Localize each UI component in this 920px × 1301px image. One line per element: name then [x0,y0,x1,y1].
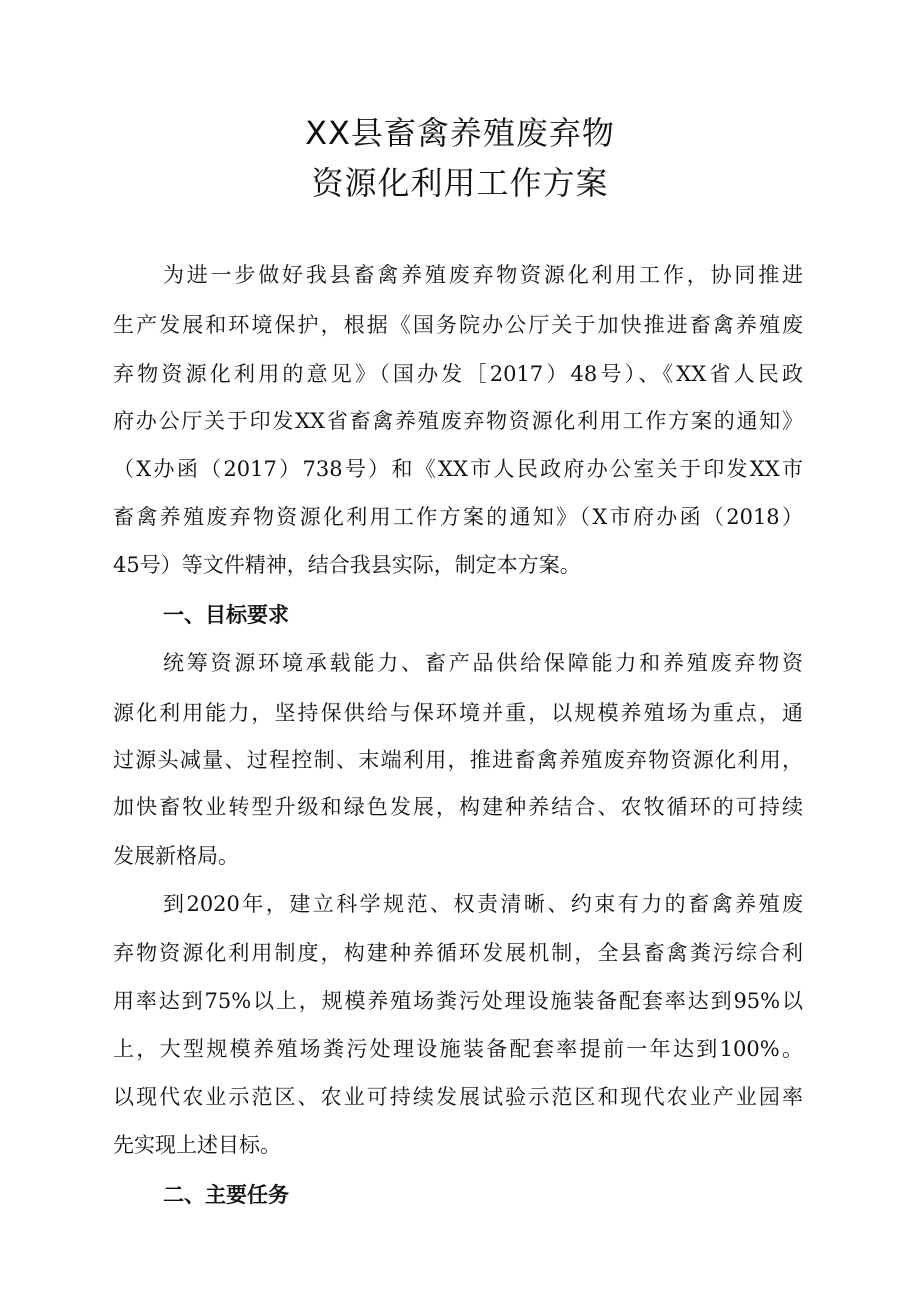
paragraph-1-line: （X办函（2017）738号）和《XX市人民政府办公室关于印发XX市 [113,457,803,481]
paragraph-2-line: 过源头减量、过程控制、末端利用，推进畜禽养殖废弃物资源化利用， [113,748,803,772]
document-title-line-1: XX县畜禽养殖废弃物 [305,114,615,152]
paragraph-3-line: 弃物资源化利用制度，构建种养循环发展机制，全县畜禽粪污综合利 [113,941,803,965]
paragraph-1-line: 45号）等文件精神，结合我县实际，制定本方案。 [113,553,581,577]
paragraph-2-line: 发展新格局。 [113,844,239,868]
paragraph-2-line: 加快畜牧业转型升级和绿色发展，构建种养结合、农牧循环的可持续 [113,795,803,819]
paragraph-3-line: 用率达到75%以上，规模养殖场粪污处理设施装备配套率达到95%以 [113,989,803,1013]
section-heading-goals: 一、目标要求 [163,603,289,627]
paragraph-1-line: 弃物资源化利用的意见》（国办发［2017）48号）、《XX省人民政 [113,362,803,386]
document-title-line-2: 资源化利用工作方案 [311,164,609,202]
paragraph-1-line: 为进一步做好我县畜禽养殖废弃物资源化利用工作，协同推进 [163,263,803,287]
paragraph-3-line: 到2020年，建立科学规范、权责清晰、约束有力的畜禽养殖废 [163,892,803,916]
paragraph-1-line: 生产发展和环境保护，根据《国务院办公厅关于加快推进畜禽养殖废 [113,313,803,337]
paragraph-1-line: 畜禽养殖废弃物资源化利用工作方案的通知》（X市府办函（2018） [113,505,803,529]
paragraph-3-line: 先实现上述目标。 [113,1133,281,1157]
paragraph-1-line: 府办公厅关于印发XX省畜禽养殖废弃物资源化利用工作方案的通知》 [113,409,803,433]
section-heading-tasks: 二、主要任务 [163,1183,289,1207]
paragraph-2-line: 统筹资源环境承载能力、畜产品供给保障能力和养殖废弃物资 [163,651,803,675]
paragraph-3-line: 上，大型规模养殖场粪污处理设施装备配套率提前一年达到100%。 [113,1037,803,1061]
paragraph-2-line: 源化利用能力，坚持保供给与保环境并重，以规模养殖场为重点，通 [113,701,803,725]
paragraph-3-line: 以现代农业示范区、农业可持续发展试验示范区和现代农业产业园率 [113,1085,803,1109]
